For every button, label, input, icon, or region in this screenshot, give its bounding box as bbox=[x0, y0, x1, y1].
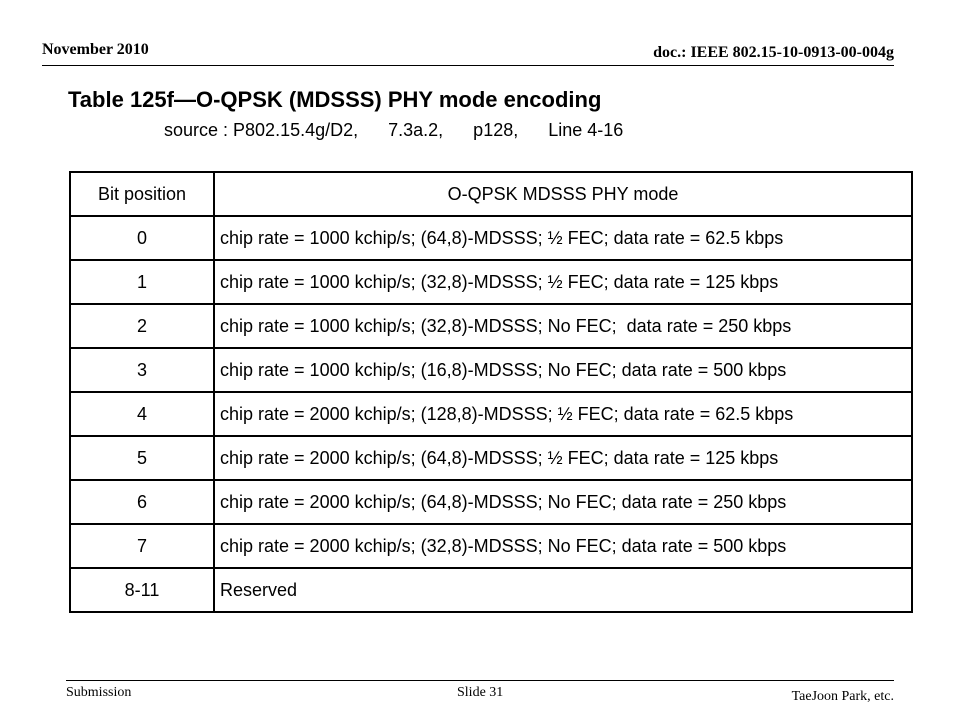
bit-position-cell: 8-11 bbox=[70, 568, 214, 612]
table-row bbox=[70, 480, 912, 524]
table-row bbox=[70, 436, 912, 480]
table-row bbox=[70, 260, 912, 304]
phy-mode-cell: chip rate = 1000 kchip/s; (16,8)-MDSSS; No FEC; data rate = 500 kbps bbox=[214, 348, 912, 392]
bit-position-cell: 5 bbox=[70, 436, 214, 480]
phy-mode-cell: chip rate = 2000 kchip/s; (128,8)-MDSSS; ½ FEC; data rate = 62.5 kbps bbox=[214, 392, 912, 436]
bit-position-cell: 2 bbox=[70, 304, 214, 348]
phy-mode-cell: chip rate = 1000 kchip/s; (32,8)-MDSSS; ½ FEC; data rate = 125 kbps bbox=[214, 260, 912, 304]
table-row bbox=[70, 568, 912, 612]
bit-position-cell: 4 bbox=[70, 392, 214, 436]
source-reference: source : P802.15.4g/D2, 7.3a.2, p128, Line 4-16 bbox=[164, 120, 624, 140]
footer-divider bbox=[66, 680, 894, 681]
table-row bbox=[70, 348, 912, 392]
phy-mode-cell: Reserved bbox=[214, 568, 912, 612]
table-row bbox=[70, 524, 912, 568]
footer-author: TaeJoon Park, etc. bbox=[791, 689, 894, 704]
table-row bbox=[70, 304, 912, 348]
bit-position-cell: 3 bbox=[70, 348, 214, 392]
header-doc-id: doc.: IEEE 802.15-10-0913-00-004g bbox=[653, 44, 894, 61]
bit-position-cell: 7 bbox=[70, 524, 214, 568]
table-header-row bbox=[70, 172, 912, 216]
phy-mode-cell: chip rate = 2000 kchip/s; (64,8)-MDSSS; No FEC; data rate = 250 kbps bbox=[214, 480, 912, 524]
header-date: November 2010 bbox=[42, 41, 149, 58]
phy-mode-cell: chip rate = 1000 kchip/s; (32,8)-MDSSS; No FEC; data rate = 250 kbps bbox=[214, 304, 912, 348]
header-cell-bit-position: Bit position bbox=[70, 172, 214, 216]
table-row bbox=[70, 216, 912, 260]
bit-position-cell: 6 bbox=[70, 480, 214, 524]
phy-mode-cell: chip rate = 2000 kchip/s; (64,8)-MDSSS; ½ FEC; data rate = 125 kbps bbox=[214, 436, 912, 480]
header-divider bbox=[42, 65, 894, 66]
bit-position-cell: 1 bbox=[70, 260, 214, 304]
header-cell-phy-mode: O-QPSK MDSSS PHY mode bbox=[214, 172, 912, 216]
slide-title: Table 125f—O-QPSK (MDSSS) PHY mode encoding bbox=[68, 87, 602, 112]
footer-submission: Submission bbox=[66, 685, 132, 700]
encoding-table bbox=[69, 171, 913, 613]
bit-position-cell: 0 bbox=[70, 216, 214, 260]
phy-mode-cell: chip rate = 1000 kchip/s; (64,8)-MDSSS; ½ FEC; data rate = 62.5 kbps bbox=[214, 216, 912, 260]
table-row bbox=[70, 392, 912, 436]
phy-mode-cell: chip rate = 2000 kchip/s; (32,8)-MDSSS; No FEC; data rate = 500 kbps bbox=[214, 524, 912, 568]
footer-slide-number: Slide 31 bbox=[457, 685, 504, 700]
